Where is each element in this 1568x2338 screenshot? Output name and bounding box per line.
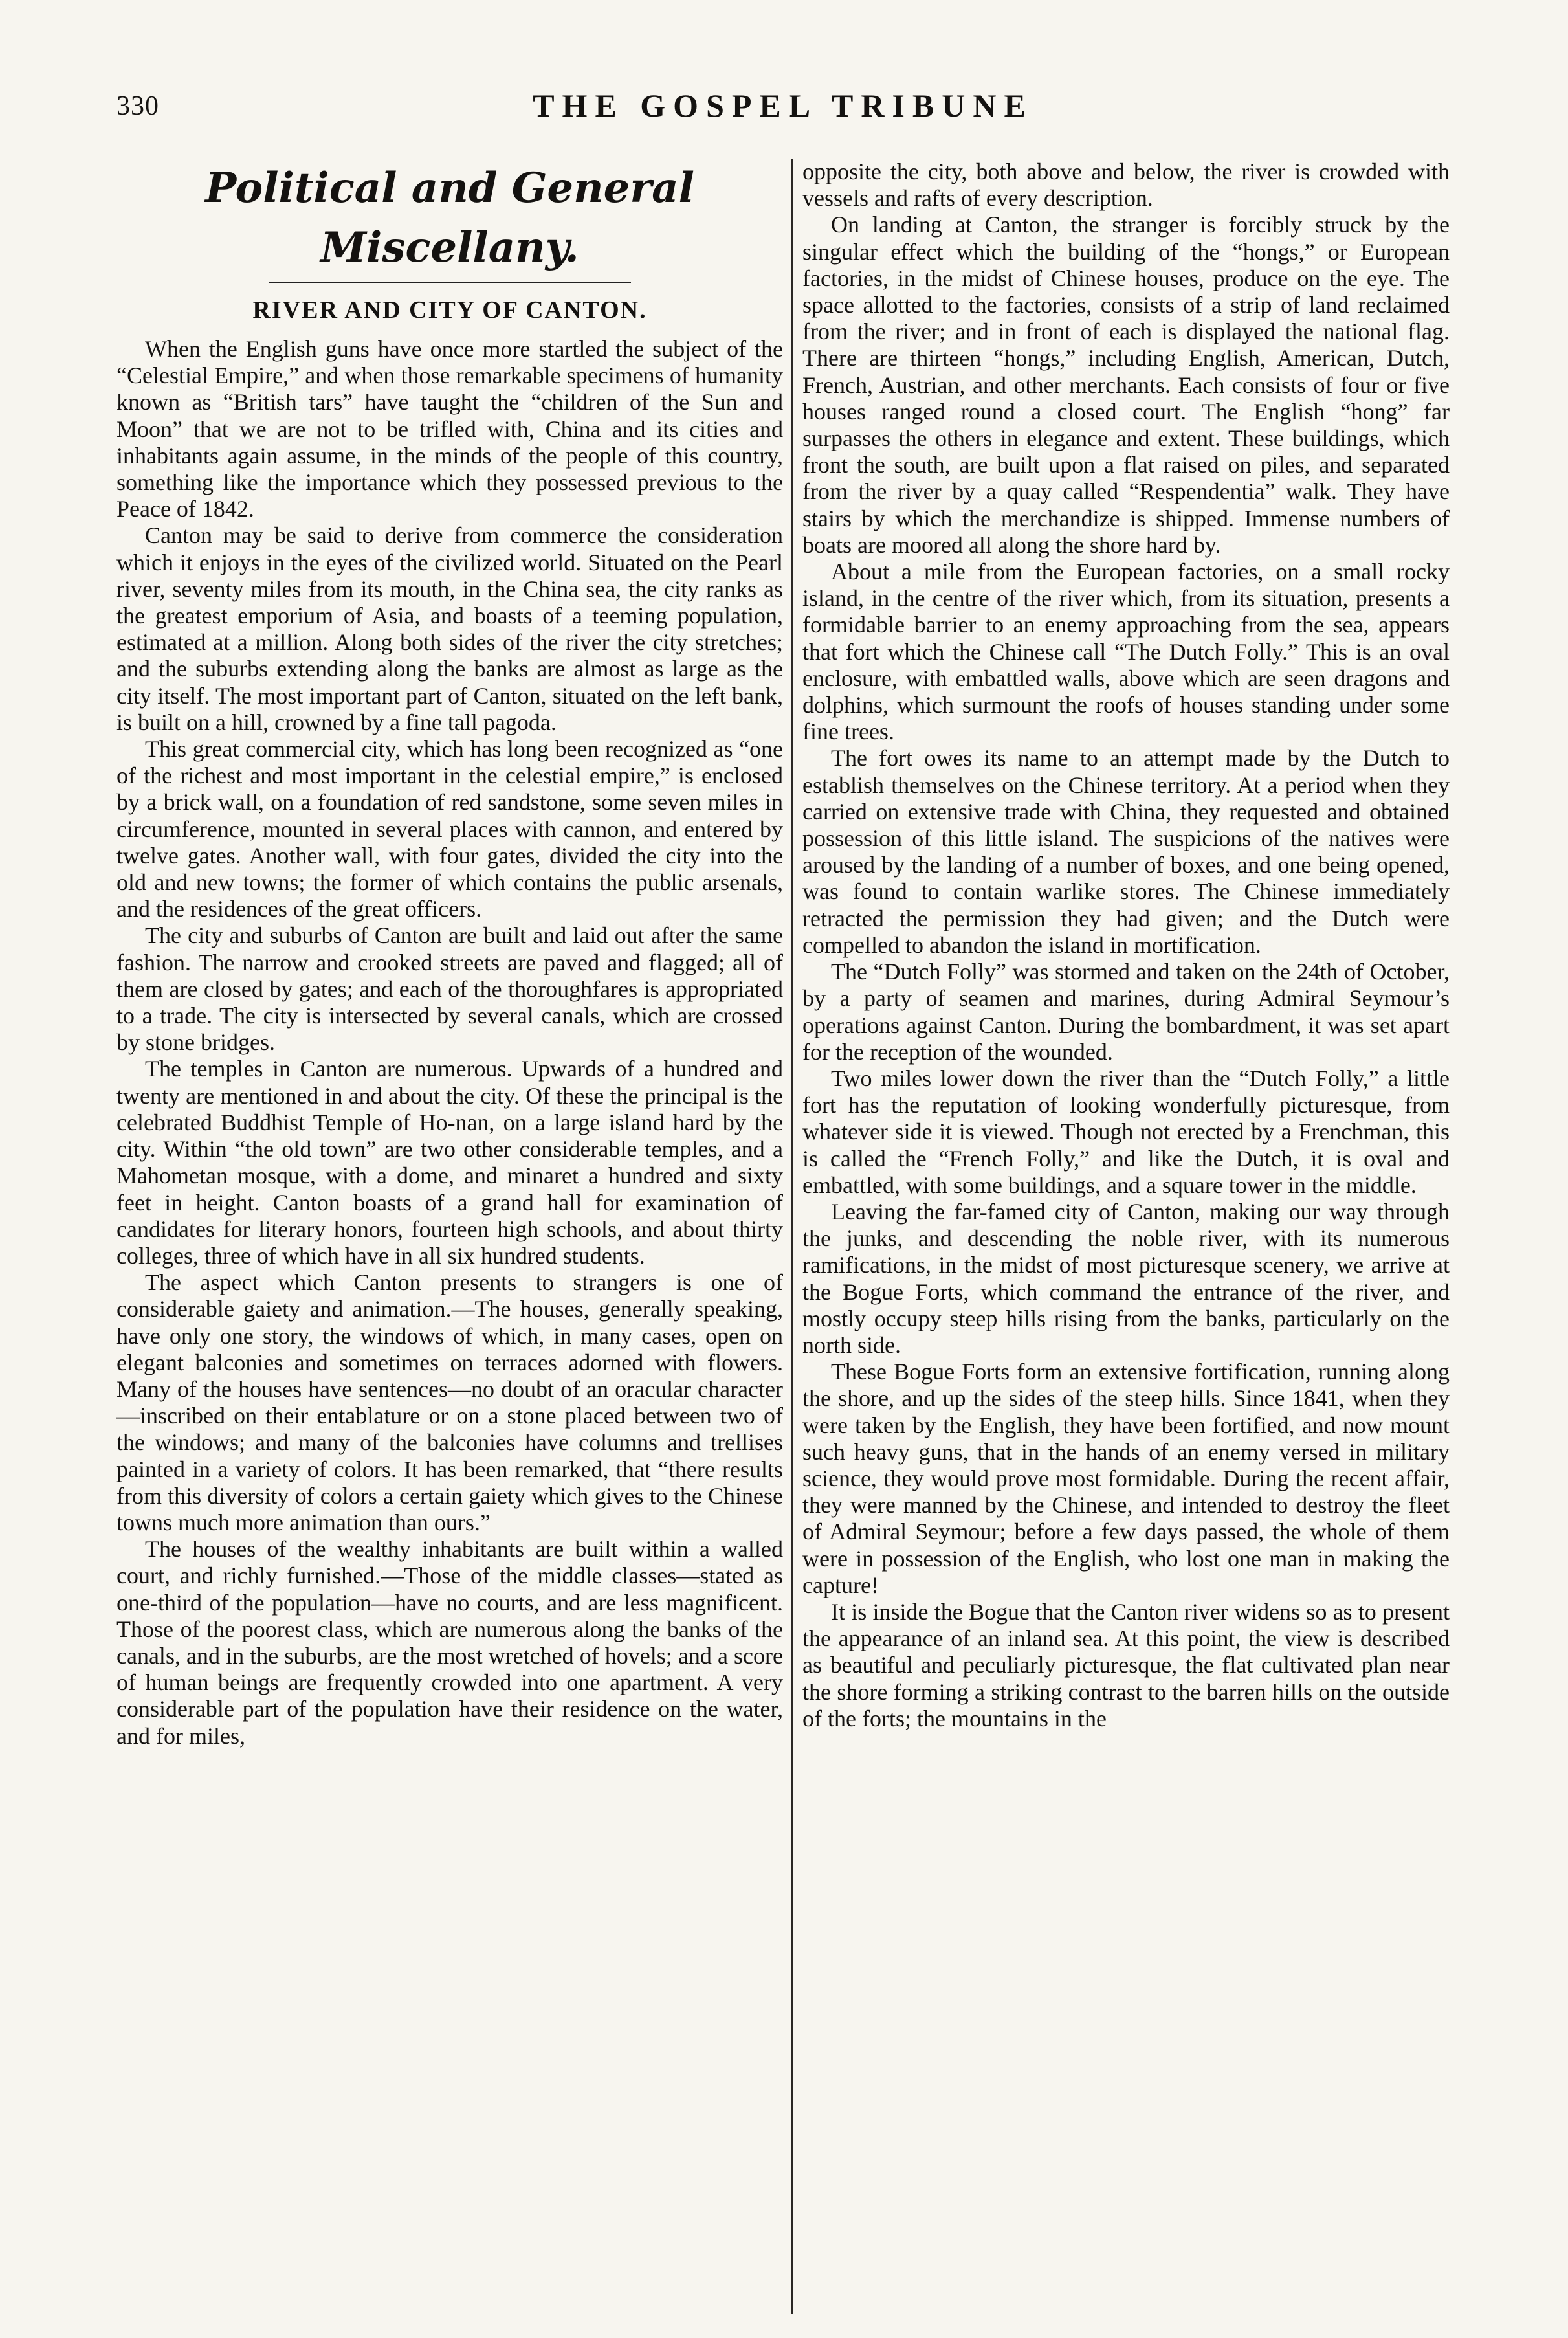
paragraph: About a mile from the European factories, on a small rocky island, in the centre of the river which, from its situation, presents a formidable barrier to an enemy approaching from the sea, appears that fort which the Chinese call “The Dutch Folly.” This is an oval enclosure, with embattled walls, above which are seen dragons and dolphins, which surmount the roofs of houses standing under some fine trees. xyxy=(802,559,1450,745)
paragraph: These Bogue Forts form an extensive fortification, running along the shore, and up the sides of the steep hills. Since 1841, when they were taken by the English, they have been fortified, and now mount such heavy guns, that in the hands of an enemy versed in military science, they would prove most formidable. During the recent affair, they were manned by the Chinese, and intended to destroy the fleet of Admiral Seymour; before a few days passed, the whole of them were in possession of the English, who lost one man in making the capture! xyxy=(802,1359,1450,1598)
paragraph: The temples in Canton are numerous. Upwards of a hundred and twenty are mentioned in and about the city. Of these the principal is the celebrated Buddhist Temple of Ho-nan, on a large island hard by the city. Within “the old town” are two other considerable temples, and a Mahometan mosque, with a dome, and minaret a hundred and sixty feet in height. Canton boasts of a grand hall for examination of candidates for literary honors, fourteen high schools, and about thirty colleges, three of which have in all six hundred students. xyxy=(116,1056,783,1269)
article-title: RIVER AND CITY OF CANTON. xyxy=(252,296,647,324)
page-header xyxy=(116,84,1450,129)
paragraph: Leaving the far-famed city of Canton, making our way through the junks, and descending the noble river, with its numerous ramifications, in the midst of most picturesque scenery, we arrive at the Bogue Forts, which command the entrance of the river, and mostly occupy steep hills rising from the banks, particularly on the north side. xyxy=(802,1198,1450,1358)
paragraph: opposite the city, both above and below, the river is crowded with vessels and rafts of every description. xyxy=(802,159,1450,212)
paragraph: This great commercial city, which has long been recognized as “one of the richest and most important in the celestial empire,” is enclosed by a brick wall, on a foundation of red sandstone, some seven miles in circumference, mounted in several places with cannon, and entered by twelve gates. Another wall, with four gates, divided the city into the old and new towns; the former of which contains the public arsenals, and the residences of the great officers. xyxy=(116,736,783,922)
paragraph: Canton may be said to derive from commerce the consideration which it enjoys in the eyes of the civilized world. Situated on the Pearl river, seventy miles from its mouth, in the China sea, the city ranks as the greatest emporium of Asia, and boasts of a teeming population, estimated at a million. Along both sides of the river the city stretches; and the suburbs extending along the banks are almost as large as the city itself. The most important part of Canton, situated on the left bank, is built on a hill, crowned by a fine tall pagoda. xyxy=(116,522,783,735)
column-divider xyxy=(791,159,793,2314)
paragraph: The aspect which Canton presents to strangers is one of considerable gaiety and animation.—The houses, generally speaking, have only one story, the windows of which, in many cases, open on elegant balconies and sometimes on terraces adorned with flowers. Many of the houses have sentences—no doubt of an oracular character—inscribed on their entablature or on a stone placed between two of the windows; and many of the balconies have columns and trellises painted in a variety of colors. It has been remarked, that “there results from this diversity of colors a certain gaiety which gives to the Chinese towns much more animation than ours.” xyxy=(116,1269,783,1535)
paragraph: The “Dutch Folly” was stormed and taken on the 24th of October, by a party of seamen and marines, during Admiral Seymour’s operations against Canton. During the bombardment, it was set apart for the reception of the wounded. xyxy=(802,959,1450,1065)
paragraph: The fort owes its name to an attempt made by the Dutch to establish themselves on the Chinese territory. At a period when they carried on extensive trade with China, they requested and obtained possession of this little island. The suspicions of the natives were aroused by the landing of a number of boxes, and one being opened, was found to contain warlike stores. The Chinese immediately retracted the permission they had given; and the Dutch were compelled to abandon the island in mortification. xyxy=(802,745,1450,958)
section-title: Political and General Miscellany. xyxy=(205,164,694,272)
paragraph: Two miles lower down the river than the “Dutch Folly,” a little fort has the reputation of looking wonderfully picturesque, from whatever side it is viewed. Though not erected by a Frenchman, this is called the “French Folly,” and like the Dutch, it is oval and embattled, with some buildings, and a square tower in the middle. xyxy=(802,1065,1450,1198)
paragraph: The houses of the wealthy inhabitants are built within a walled court, and richly furnished.—Those of the middle classes—stated as one-third of the population—have no courts, and are less magnificent. Those of the poorest class, which are numerous along the banks of the canals, and in the suburbs, are the most wretched of hovels; and a score of human beings are frequently crowded into one apartment. A very considerable part of the population have their residence on the water, and for miles, xyxy=(116,1536,783,1749)
left-column xyxy=(116,159,783,2314)
paragraph: On landing at Canton, the stranger is forcibly struck by the singular effect which the building of the “hongs,” or European factories, in the midst of Chinese houses, produce on the eye. The space allotted to the factories, consists of a strip of land reclaimed from the river; and in front of each is displayed the national flag. There are thirteen “hongs,” including English, American, Dutch, French, Austrian, and other merchants. Each consists of four or five houses ranged round a closed court. The English “hong” far surpasses the others in elegance and extent. These buildings, which front the south, are built upon a flat raised on piles, and separated from the river by a quay called “Respendentia” walk. They have stairs by which the merchandize is shipped. Immense numbers of boats are moored all along the shore hard by. xyxy=(802,212,1450,558)
section-rule xyxy=(269,282,631,283)
paragraph: It is inside the Bogue that the Canton river widens so as to present the appearance of an inland sea. At this point, the view is described as beautiful and peculiarly picturesque, the flat cultivated plan near the shore forming a striking contrast to the barren hills on the outside of the forts; the mountains in the xyxy=(802,1598,1450,1731)
right-column xyxy=(802,159,1450,2314)
page-number: 330 xyxy=(116,91,159,121)
paragraph: When the English guns have once more startled the subject of the “Celestial Empire,” and when those remarkable specimens of humanity known as “British tars” have taught the “children of the Sun and Moon” that we are not to be trifled with, China and its cities and inhabitants again assume, in the minds of the people of this country, something like the importance which they possessed previous to the Peace of 1842. xyxy=(116,336,783,522)
paragraph: The city and suburbs of Canton are built and laid out after the same fashion. The narrow and crooked streets are paved and flagged; all of them are closed by gates; and each of the thoroughfares is appropriated to a trade. The city is intersected by several canals, which are crossed by stone bridges. xyxy=(116,922,783,1056)
journal-title: THE GOSPEL TRIBUNE xyxy=(533,87,1033,124)
